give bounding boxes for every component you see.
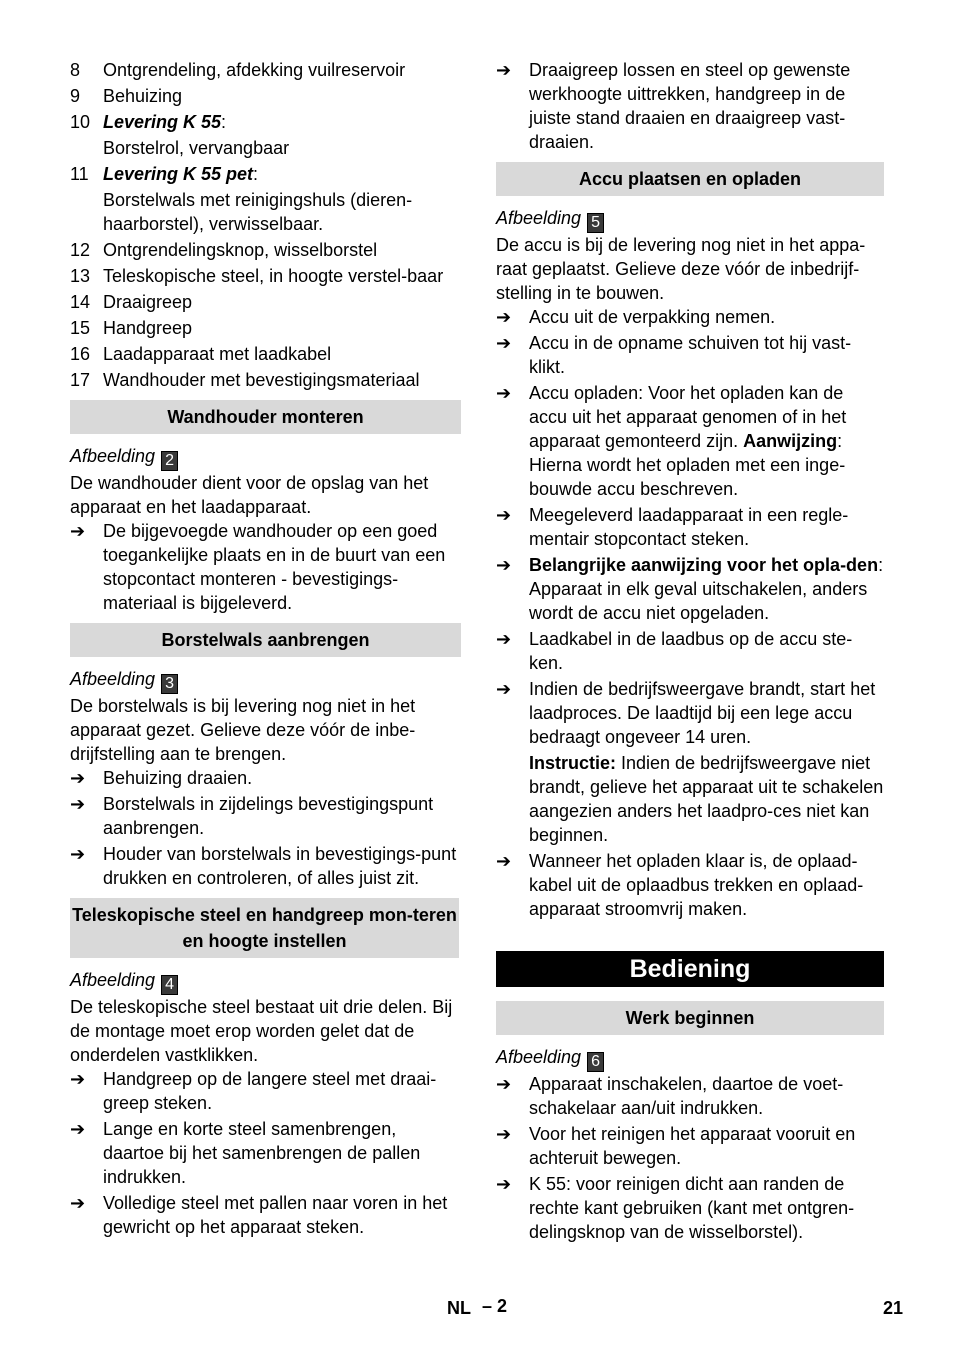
footer-language: NL	[447, 1298, 471, 1318]
paragraph: De wandhouder dient voor de opslag van het apparaat en het laadapparaat.	[70, 473, 429, 517]
list-item: 16 Laadapparaat met laadkabel	[70, 344, 332, 364]
list-item-sub: Borstelrol, vervangbaar	[103, 138, 290, 158]
step-item: ➔ Accu opladen: Voor het opladen kan de accu uit het apparaat genomen of in het apparaat gemonteerd zijn. Aanwijzing: Hierna wordt het opladen met een inge-bouwde accu beschreven.	[496, 383, 847, 499]
step-item: ➔ Voor het reinigen het apparaat vooruit en achteruit bewegen.	[496, 1124, 856, 1168]
figure-reference: Afbeelding 6	[496, 1045, 884, 1072]
right-column	[496, 58, 884, 1246]
step-item: ➔ De bijgevoegde wandhouder op een goed toegankelijke plaats en in de buurt van een stopcontact monteren - bevestigings-materiaal is bijgeleverd.	[70, 521, 446, 613]
arrow-icon: ➔	[496, 60, 512, 80]
step-item: ➔ Accu uit de verpakking nemen.	[496, 307, 776, 327]
arrow-icon: ➔	[496, 333, 512, 353]
figure-number-badge: 3	[161, 674, 178, 694]
list-item: 9 Behuizing	[70, 86, 183, 106]
note: Instructie: Indien de bedrijfsweergave niet brandt, gelieve het apparaat uit te schakelen aangezien anders het laadpro-ces niet kan beginnen.	[529, 753, 884, 845]
step-item: ➔ Meegeleverd laadapparaat in een regle-mentair stopcontact steken.	[496, 505, 849, 549]
list-item: 8 Ontgrendeling, afdekking vuilreservoir	[70, 60, 406, 80]
arrow-icon: ➔	[70, 768, 86, 788]
arrow-icon: ➔	[496, 383, 512, 403]
figure-number-badge: 6	[587, 1052, 604, 1072]
footer-section-number: – 2	[482, 1296, 508, 1316]
list-item: 13 Teleskopische steel, in hoogte verstel-baar	[70, 266, 444, 286]
section-heading: Teleskopische steel en handgreep mon-teren en hoogte instellen	[70, 898, 459, 958]
step-item: ➔ Belangrijke aanwijzing voor het opla-den: Apparaat in elk geval uitschakelen, anders wordt de accu niet opgeladen.	[496, 555, 884, 623]
parts-list	[70, 58, 461, 392]
figure-number-badge: 2	[161, 451, 178, 471]
step-item: ➔ Accu in de opname schuiven tot hij vast-klikt.	[496, 333, 852, 377]
section-heading: Werk beginnen	[496, 1001, 884, 1035]
figure-reference: Afbeelding 3	[70, 667, 461, 694]
figure-reference: Afbeelding 2	[70, 444, 461, 471]
figure-number-badge: 4	[161, 975, 178, 995]
arrow-icon: ➔	[496, 307, 512, 327]
section-heading: Wandhouder monteren	[70, 400, 461, 434]
arrow-icon: ➔	[496, 1074, 512, 1094]
step-item: ➔ Indien de bedrijfsweergave brandt, start het laadproces. De laadtijd bij een lege accu bedraagt ongeveer 14 uren.	[496, 679, 876, 747]
page-number: 21	[883, 1298, 904, 1318]
arrow-icon: ➔	[70, 521, 86, 541]
arrow-icon: ➔	[496, 505, 512, 525]
section-heading: Accu plaatsen en opladen	[496, 162, 884, 196]
arrow-icon: ➔	[70, 844, 86, 864]
paragraph: De teleskopische steel bestaat uit drie delen. Bij de montage moet erop worden gelet dat de onderdelen vastklikken.	[70, 997, 453, 1065]
arrow-icon: ➔	[496, 851, 512, 871]
arrow-icon: ➔	[70, 794, 86, 814]
arrow-icon: ➔	[70, 1193, 86, 1213]
step-item: ➔ Handgreep op de langere steel met draai-greep steken.	[70, 1069, 437, 1113]
figure-reference: Afbeelding 4	[70, 968, 461, 995]
chapter-heading: Bediening	[496, 951, 884, 987]
arrow-icon: ➔	[70, 1069, 86, 1089]
section-heading: Borstelwals aanbrengen	[70, 623, 461, 657]
step-item: ➔ Behuizing draaien.	[70, 768, 253, 788]
list-item-sub: Borstelwals met reinigingshuls (dieren-haarborstel), verwisselbaar.	[103, 190, 413, 234]
figure-number-badge: 5	[587, 213, 604, 233]
arrow-icon: ➔	[496, 555, 512, 575]
paragraph: De accu is bij de levering nog niet in het appa-raat geplaatst. Gelieve deze vóór de inbedrijf-stelling in te bouwen.	[496, 235, 866, 303]
list-item: 17 Wandhouder met bevestigingsmateriaal	[70, 370, 420, 390]
list-item: 12 Ontgrendelingsknop, wisselborstel	[70, 240, 378, 260]
step-item: ➔ Draaigreep lossen en steel op gewenste werkhoogte uittrekken, handgreep in de juiste stand draaien en draaigreep vast-draaien.	[496, 60, 851, 152]
list-item: 11 Levering K 55 pet:	[70, 164, 259, 184]
step-item: ➔ Laadkabel in de laadbus op de accu ste-ken.	[496, 629, 853, 673]
step-item: ➔ Apparaat inschakelen, daartoe de voet-schakelaar aan/uit indrukken.	[496, 1074, 844, 1118]
arrow-icon: ➔	[496, 1174, 512, 1194]
step-item: ➔ Borstelwals in zijdelings bevestigingspunt aanbrengen.	[70, 794, 434, 838]
figure-reference: Afbeelding 5	[496, 206, 884, 233]
step-item: ➔ K 55: voor reinigen dicht aan randen de rechte kant gebruiken (kant met ontgren-delingsknop van de wisselborstel).	[496, 1174, 855, 1242]
step-item: ➔ Houder van borstelwals in bevestigings-punt drukken en controleren, of alles juist zit.	[70, 844, 457, 888]
paragraph: De borstelwals is bij levering nog niet in het apparaat gezet. Gelieve deze vóór de inbe-drijfstelling aan te brengen.	[70, 696, 416, 764]
arrow-icon: ➔	[496, 629, 512, 649]
step-item: ➔ Wanneer het opladen klaar is, de oplaad-kabel uit de oplaadbus trekken en oplaad-apparaat stroomvrij maken.	[496, 851, 864, 919]
list-item: 14 Draaigreep	[70, 292, 193, 312]
step-item: ➔ Lange en korte steel samenbrengen, daartoe bij het samenbrengen de pallen indrukken.	[70, 1119, 421, 1187]
arrow-icon: ➔	[496, 679, 512, 699]
list-item: 15 Handgreep	[70, 318, 193, 338]
left-column	[70, 58, 461, 1241]
list-item: 10 Levering K 55:	[70, 112, 227, 132]
step-item: ➔ Volledige steel met pallen naar voren in het gewricht op het apparaat steken.	[70, 1193, 448, 1237]
arrow-icon: ➔	[70, 1119, 86, 1139]
arrow-icon: ➔	[496, 1124, 512, 1144]
